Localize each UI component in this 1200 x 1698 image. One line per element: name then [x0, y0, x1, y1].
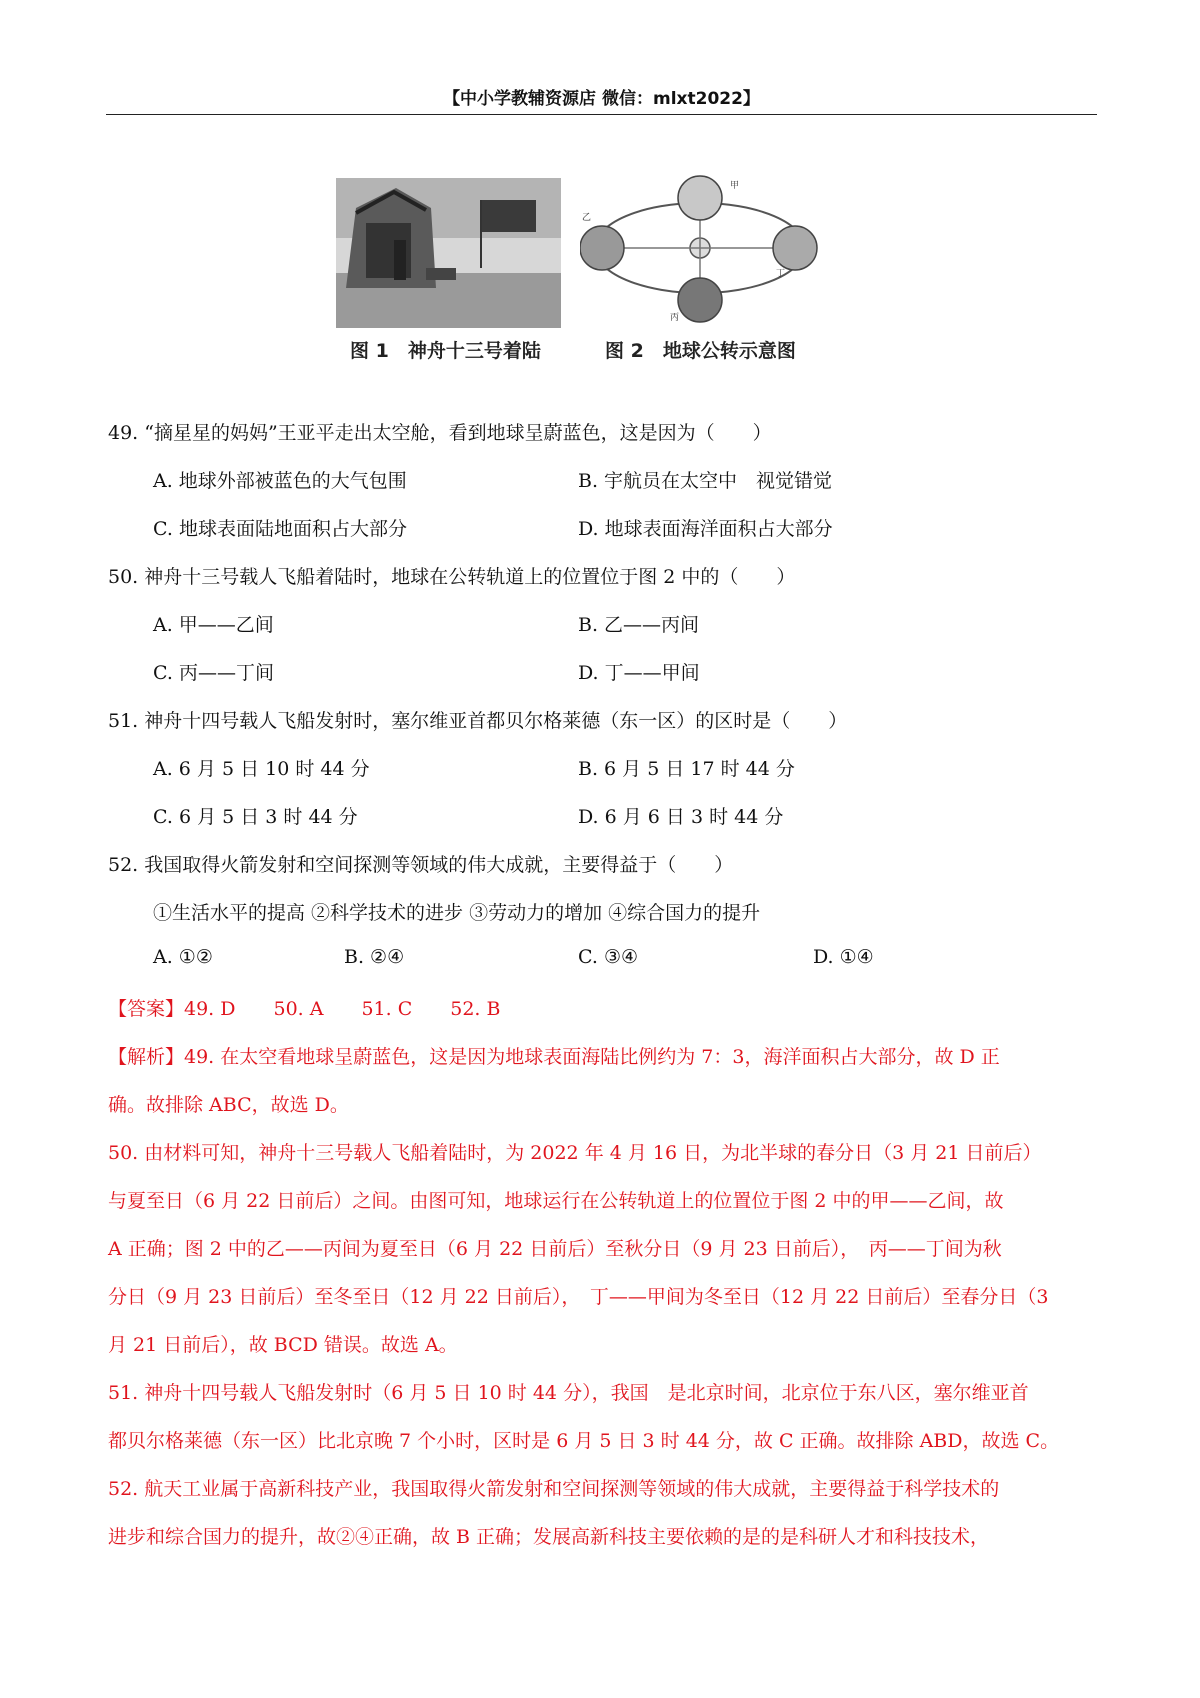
- question-49-option-b: B. 宇航员在太空中 视觉错觉: [578, 470, 833, 492]
- question-52-option-d: D. ①④: [813, 946, 874, 968]
- analysis-line: 【解析】49. 在太空看地球呈蔚蓝色，这是因为地球表面海陆比例约为 7：3，海洋面积占大部分，故 D 正: [108, 1046, 1000, 1068]
- question-52-option-c: C. ③④: [578, 946, 639, 968]
- question-50-option-d: D. 丁——甲间: [578, 662, 700, 684]
- question-52-statements: ①生活水平的提高 ②科学技术的进步 ③劳动力的增加 ④综合国力的提升: [153, 902, 761, 924]
- question-52-stem: 52. 我国取得火箭发射和空间探测等领域的伟大成就，主要得益于（ ）: [108, 854, 734, 876]
- question-52-option-b: B. ②④: [344, 946, 405, 968]
- orbit-label-ding: 丁: [776, 269, 786, 279]
- answer-key: 【答案】49. D 50. A 51. C 52. B: [108, 998, 501, 1020]
- orbit-label-yi: 乙: [582, 213, 592, 223]
- page-header: 【中小学教辅资源店 微信：mlxt2022】: [443, 89, 760, 109]
- analysis-line: 与夏至日（6 月 22 日前后）之间。由图可知，地球运行在公转轨道上的位置位于图 2 中的甲——乙间，故: [108, 1190, 1004, 1212]
- orbit-label-bing: 丙: [670, 313, 680, 323]
- question-51-option-d: D. 6 月 6 日 3 时 44 分: [578, 806, 784, 828]
- question-49-option-a: A. 地球外部被蓝色的大气包围: [153, 470, 407, 492]
- analysis-line: 分日（9 月 23 日前后）至冬至日（12 月 22 日前后）， 丁——甲间为冬至日（12 月 22 日前后）至春分日（3: [108, 1286, 1049, 1308]
- analysis-line: 52. 航天工业属于高新科技产业，我国取得火箭发射和空间探测等领域的伟大成就，主要得益于科学技术的: [108, 1478, 1000, 1500]
- question-50-option-c: C. 丙——丁间: [153, 662, 274, 684]
- fig2-orbit-diagram: [580, 170, 820, 330]
- question-52-option-a: A. ①②: [153, 946, 213, 968]
- question-50-option-b: B. 乙——丙间: [578, 614, 700, 636]
- figure-area: [330, 170, 830, 365]
- fig1-landing-photo: [336, 178, 561, 328]
- analysis-line: 50. 由材料可知，神舟十三号载人飞船着陆时，为 2022 年 4 月 16 日，为北半球的春分日（3 月 21 日前后）: [108, 1142, 1042, 1164]
- question-51-stem: 51. 神舟十四号载人飞船发射时，塞尔维亚首都贝尔格莱德（东一区）的区时是（ ）: [108, 710, 848, 732]
- question-51-option-a: A. 6 月 5 日 10 时 44 分: [153, 758, 370, 780]
- analysis-line: 都贝尔格莱德（东一区）比北京晚 7 个小时，区时是 6 月 5 日 3 时 44 分，故 C 正确。故排除 ABD，故选 C。: [108, 1430, 1060, 1452]
- question-49-stem: 49. “摘星星的妈妈”王亚平走出太空舱，看到地球呈蔚蓝色，这是因为（ ）: [108, 422, 772, 444]
- analysis-line: 51. 神舟十四号载人飞船发射时（6 月 5 日 10 时 44 分），我国 是北京时间，北京位于东八区，塞尔维亚首: [108, 1382, 1029, 1404]
- fig2-caption: 图 2 地球公转示意图: [605, 340, 796, 362]
- header-rule: [106, 114, 1097, 115]
- question-50-stem: 50. 神舟十三号载人飞船着陆时，地球在公转轨道上的位置位于图 2 中的（ ）: [108, 566, 796, 588]
- question-50-option-a: A. 甲——乙间: [153, 614, 274, 636]
- analysis-line: 确。故排除 ABC，故选 D。: [108, 1094, 349, 1116]
- question-51-option-b: B. 6 月 5 日 17 时 44 分: [578, 758, 795, 780]
- analysis-line: 月 21 日前后），故 BCD 错误。故选 A。: [108, 1334, 458, 1356]
- orbit-label-jia: 甲: [730, 181, 740, 191]
- fig1-caption: 图 1 神舟十三号着陆: [350, 340, 541, 362]
- analysis-line: A 正确；图 2 中的乙——丙间为夏至日（6 月 22 日前后）至秋分日（9 月 23 日前后）， 丙——丁间为秋: [108, 1238, 1002, 1260]
- question-49-option-d: D. 地球表面海洋面积占大部分: [578, 518, 833, 540]
- analysis-line: 进步和综合国力的提升，故②④正确，故 B 正确；发展高新科技主要依赖的是的是科研人才和科技技术，: [108, 1526, 990, 1548]
- question-51-option-c: C. 6 月 5 日 3 时 44 分: [153, 806, 358, 828]
- question-49-option-c: C. 地球表面陆地面积占大部分: [153, 518, 407, 540]
